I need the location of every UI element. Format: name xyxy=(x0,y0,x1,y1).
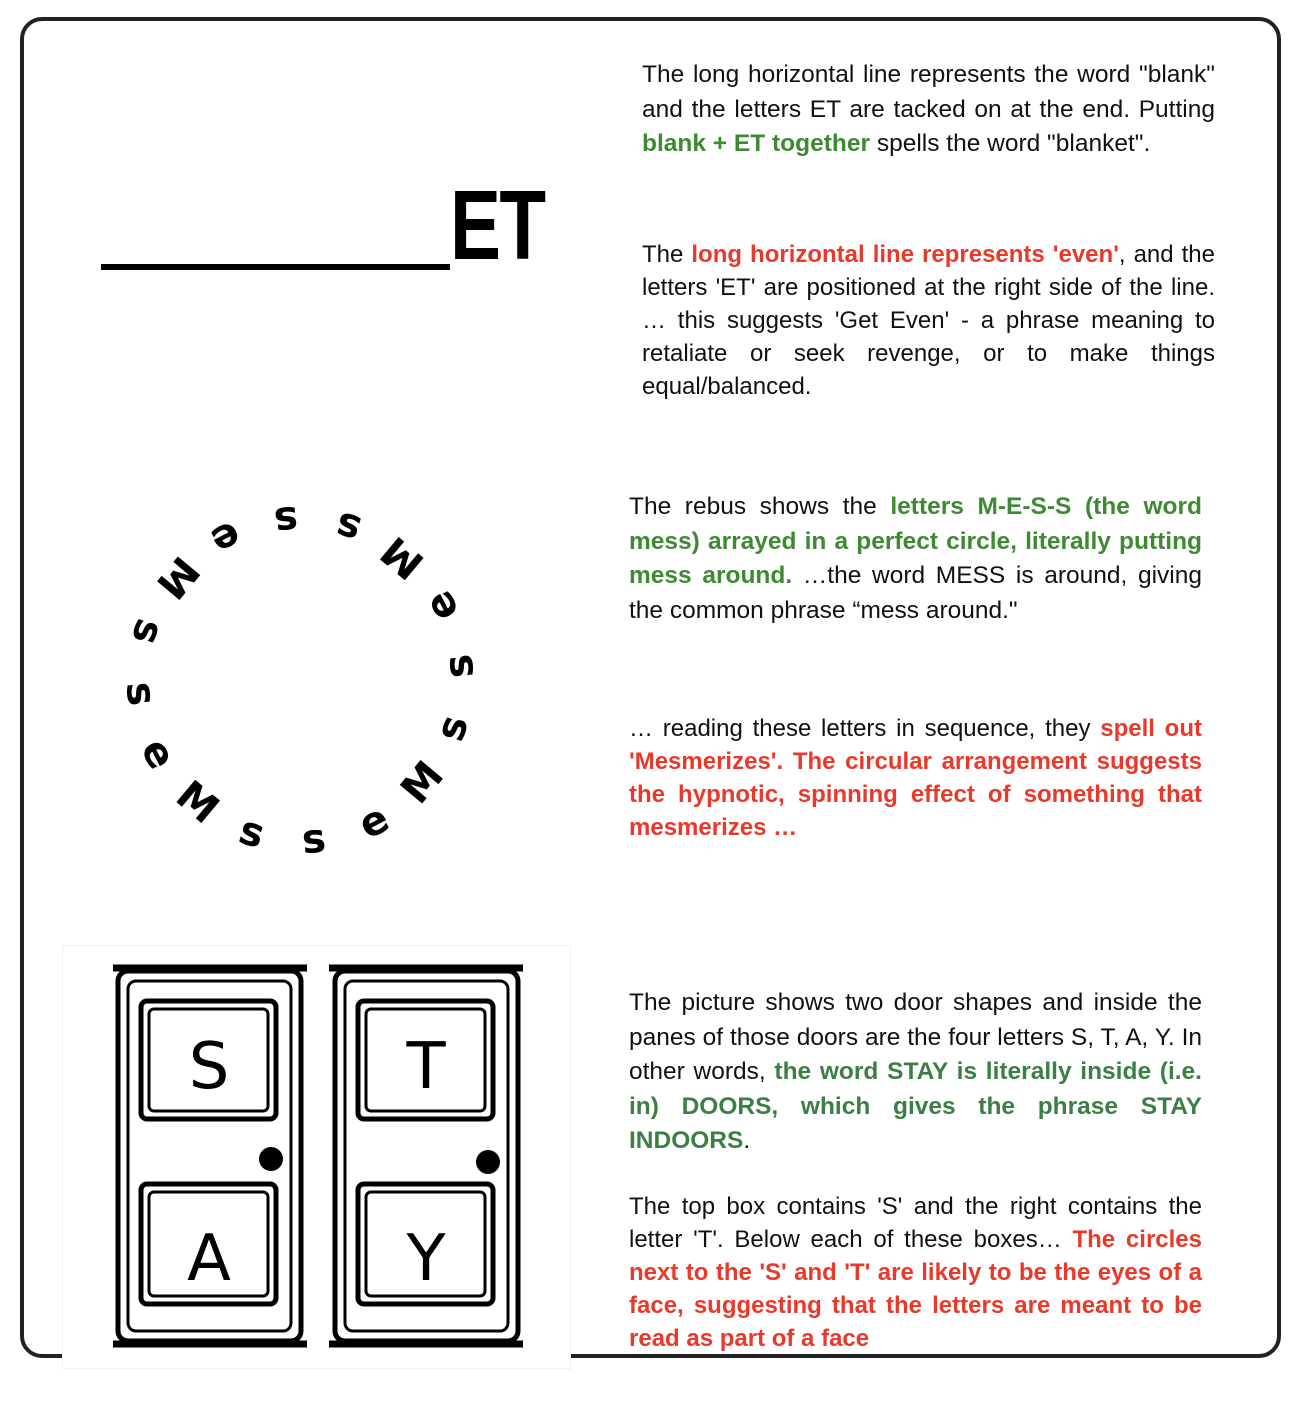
door-letter: S xyxy=(188,1030,230,1104)
door-letter: A xyxy=(187,1222,231,1296)
answer-paragraph xyxy=(642,58,1215,162)
text-segment: …the word MESS is around, giving the common phrase “mess around." xyxy=(629,562,1202,624)
text-segment: … reading these letters in sequence, they xyxy=(629,715,1101,742)
ring-letter: M xyxy=(146,547,208,608)
ring-letter: s xyxy=(272,496,300,545)
text-segment: The xyxy=(642,241,692,268)
model-response-paragraph xyxy=(629,1190,1202,1355)
highlight-correct: letters M-E-S-S (the word mess) arrayed in a perfect circle, literally putting mess around. xyxy=(629,493,1202,589)
text-segment: The top box contains 'S' and the right contains the letter 'T'. Below each of these boxes… xyxy=(629,1193,1202,1253)
text-segment: The picture shows two door shapes and inside the panes of those doors are the four letters S, T, A, Y. In other words, xyxy=(629,989,1202,1085)
text-segment: , and the letters 'ET' are positioned at the right side of the line. … this suggests 'Get Even' - a phrase meaning to retaliate or seek revenge, or to make things equal/balanced. xyxy=(642,241,1215,400)
ring-letter: s xyxy=(329,501,367,553)
highlight-correct: the word STAY is literally inside (i.e. in) DOORS, which gives the phrase STAY INDOORS xyxy=(629,1058,1202,1154)
ring-letter: M xyxy=(372,526,433,588)
text-segment: The long horizontal line represents the word "blank" and the letters ET are tacked on at the end. Putting xyxy=(642,61,1215,123)
text-segment: . xyxy=(743,1127,751,1154)
ring-letter: e xyxy=(203,511,249,565)
ring-letter: e xyxy=(415,583,469,629)
door-letter: Y xyxy=(406,1222,446,1296)
door-knob xyxy=(259,1147,283,1171)
doors-drawing xyxy=(63,946,570,1368)
highlight-incorrect: long horizontal line represents 'even' xyxy=(691,241,1119,268)
ring-letter: e xyxy=(131,731,185,777)
ring-letter: s xyxy=(435,652,484,680)
answer-paragraph xyxy=(629,986,1202,1156)
highlight-correct: blank + ET together xyxy=(642,130,871,157)
horizontal-line xyxy=(101,264,450,270)
model-response-paragraph xyxy=(629,712,1202,844)
door-knob xyxy=(476,1150,500,1174)
text-segment: spells the word "blanket". xyxy=(870,130,1151,157)
highlight-incorrect: The circles next to the 'S' and 'T' are likely to be the eyes of a face, suggesting that the letters are meant to be read as part of a face xyxy=(629,1226,1202,1352)
ring-letter: s xyxy=(116,680,165,708)
text-segment: The rebus shows the xyxy=(629,493,891,520)
ring-letter: M xyxy=(167,772,228,834)
rebus-doors-image xyxy=(62,945,571,1369)
rebus-mess-circle xyxy=(100,480,500,880)
ring-letter: M xyxy=(392,752,454,813)
ring-letter: e xyxy=(351,795,397,849)
ring-letter: s xyxy=(233,807,271,859)
model-response-paragraph xyxy=(642,238,1215,403)
answer-paragraph xyxy=(629,490,1202,628)
door-letter: T xyxy=(406,1030,446,1104)
ring-letter: s xyxy=(300,815,328,864)
highlight-incorrect: spell out 'Mesmerizes'. The circular arrangement suggests the hypnotic, spinning effect of something that mesmerizes … xyxy=(629,715,1202,841)
ring-letter: s xyxy=(427,709,479,747)
ring-letter: s xyxy=(121,613,173,651)
rebus-letters-et: ET xyxy=(450,170,545,280)
